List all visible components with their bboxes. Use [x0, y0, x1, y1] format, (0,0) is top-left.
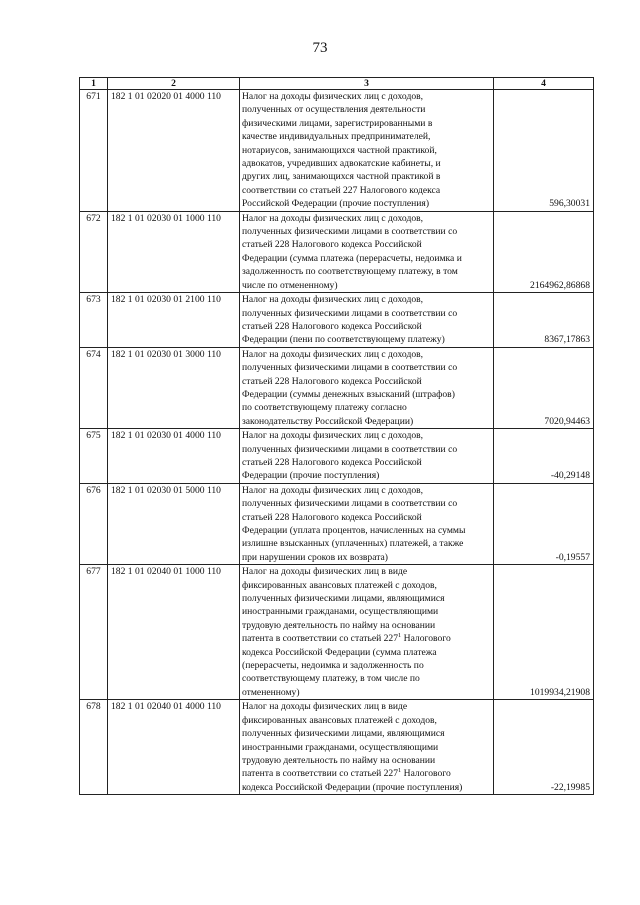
- row-number: 672: [80, 211, 108, 292]
- description-text: Налог на доходы физических лиц с доходов,: [242, 430, 424, 442]
- revenue-description: [240, 429, 494, 484]
- description-text: трудовую деятельность по найму на основании: [242, 754, 436, 766]
- description-line: [242, 212, 491, 225]
- description-line: [242, 361, 491, 374]
- row-number: 673: [80, 293, 108, 348]
- description-line: [242, 170, 491, 183]
- description-text: нотариусов, занимающихся частной практикой,: [242, 144, 437, 156]
- description-text: полученных физическими лицами, являющимися: [242, 728, 445, 740]
- description-text: иностранными гражданами, осуществляющими: [242, 606, 439, 618]
- description-text: Налог на доходы физических лиц в виде: [242, 701, 408, 713]
- description-text: фиксированных авансовых платежей с доходов,: [242, 579, 437, 591]
- description-text: Федерации (пени по соответствующему платежу): [242, 334, 445, 346]
- description-line: [242, 348, 491, 361]
- description-text: (перерасчеты, недоимка и задолженность по: [242, 660, 424, 672]
- description-text: Налог на доходы физических лиц с доходов,: [242, 348, 424, 360]
- description-line: [242, 197, 491, 210]
- description-line: [242, 551, 491, 564]
- description-line: [242, 605, 491, 618]
- page-number: 73: [312, 40, 328, 56]
- table-row: [80, 211, 594, 292]
- description-text: трудовую деятельность по найму на основании: [242, 619, 436, 631]
- description-text: Федерации (уплата процентов, начисленных на суммы: [242, 525, 466, 536]
- description-line: [242, 714, 491, 727]
- description-line: [242, 293, 491, 306]
- article-superscript: 1: [398, 767, 402, 775]
- table-row: [80, 293, 594, 348]
- description-line: [242, 511, 491, 524]
- description-line: [242, 333, 491, 346]
- description-line: [242, 279, 491, 292]
- description-text: Налог на доходы физических лиц с доходов,: [242, 91, 424, 102]
- description-text: полученных от осуществления деятельности: [242, 104, 426, 116]
- description-text: по соответствующему платежу согласно: [242, 402, 407, 414]
- revenue-description: [240, 700, 494, 795]
- description-text: статьей 228 Налогового кодекса Российской: [242, 375, 422, 387]
- description-line: [242, 754, 491, 767]
- description-line: [242, 632, 491, 645]
- description-text: Налог на доходы физических лиц с доходов,: [242, 484, 424, 496]
- description-line: [242, 741, 491, 754]
- description-line: [242, 184, 491, 197]
- description-line: [242, 375, 491, 388]
- table-row: [80, 347, 594, 428]
- description-text: полученных физическими лицами в соответствии со: [242, 307, 458, 319]
- description-line: [242, 700, 491, 713]
- table-row: [80, 700, 594, 795]
- revenue-description: [240, 565, 494, 700]
- description-line: [242, 401, 491, 414]
- description-line: [242, 117, 491, 130]
- amount-value: 8367,17863: [494, 293, 594, 348]
- description-text: качестве индивидуальных предпринимателей,: [242, 131, 431, 143]
- description-text: других лиц, занимающихся частной практикой в: [242, 171, 441, 183]
- description-text: отмененному): [242, 686, 300, 698]
- description-text: статьей 228 Налогового кодекса Российской: [242, 456, 422, 468]
- revenue-description: [240, 347, 494, 428]
- description-line: [242, 415, 491, 428]
- description-line: [242, 307, 491, 320]
- description-tail: Налогового: [401, 633, 451, 645]
- description-line: [242, 456, 491, 469]
- table-body: [80, 90, 594, 795]
- description-line: [242, 103, 491, 116]
- description-text: полученных физическими лицами в соответствии со: [242, 443, 458, 455]
- amount-value: -22,19985: [494, 700, 594, 795]
- description-line: [242, 429, 491, 442]
- amount-value: 7020,94463: [494, 347, 594, 428]
- amount-value: 2164962,86868: [494, 211, 594, 292]
- description-line: [242, 592, 491, 605]
- description-line: [242, 524, 491, 537]
- description-line: [242, 672, 491, 685]
- description-text: задолженность по соответствующему платежу, в том: [242, 266, 458, 278]
- description-text: полученных физическими лицами в соответствии со: [242, 362, 458, 374]
- description-line: [242, 537, 491, 550]
- description-line: [242, 767, 491, 780]
- budget-classification-code: 182 1 01 02030 01 2100 110: [108, 293, 240, 348]
- description-text: Федерации (прочие поступления): [242, 470, 380, 482]
- description-text: статьей 228 Налогового кодекса Российской: [242, 511, 422, 523]
- description-text: физическими лицами, зарегистрированными в: [242, 117, 433, 129]
- description-text: излишне взысканных (уплаченных) платежей, а также: [242, 538, 464, 550]
- description-line: [242, 469, 491, 482]
- budget-classification-code: 182 1 01 02040 01 1000 110: [108, 565, 240, 700]
- budget-revenue-table: [79, 77, 594, 795]
- amount-value: -0,19557: [494, 483, 594, 564]
- description-line: [242, 130, 491, 143]
- revenue-description: [240, 483, 494, 564]
- budget-classification-code: 182 1 01 02030 01 1000 110: [108, 211, 240, 292]
- column-header-code: 2: [108, 78, 240, 90]
- description-line: [242, 565, 491, 578]
- description-line: [242, 265, 491, 278]
- description-text: патента в соответствии со статьей 227: [242, 633, 399, 645]
- description-text: Налог на доходы физических лиц с доходов,: [242, 212, 424, 224]
- column-header-number: 1: [80, 78, 108, 90]
- description-line: [242, 781, 491, 794]
- column-header-description: 3: [240, 78, 494, 90]
- budget-classification-code: 182 1 01 02030 01 3000 110: [108, 347, 240, 428]
- description-line: [242, 619, 491, 632]
- description-line: [242, 443, 491, 456]
- description-text: Налог на доходы физических лиц с доходов,: [242, 294, 424, 306]
- description-text: Российской Федерации (прочие поступления): [242, 198, 430, 210]
- revenue-description: [240, 90, 494, 212]
- description-text: Федерации (суммы денежных взысканий (штрафов): [242, 388, 455, 400]
- description-line: [242, 238, 491, 251]
- row-number: 678: [80, 700, 108, 795]
- table-row: [80, 429, 594, 484]
- description-text: полученных физическими лицами в соответствии со: [242, 498, 458, 510]
- row-number: 676: [80, 483, 108, 564]
- table-row: [80, 90, 594, 212]
- description-line: [242, 225, 491, 238]
- description-text: статьей 228 Налогового кодекса Российской: [242, 320, 422, 332]
- revenue-description: [240, 211, 494, 292]
- description-text: числе по отмененному): [242, 279, 338, 291]
- description-line: [242, 320, 491, 333]
- description-text: статьей 228 Налогового кодекса Российской: [242, 239, 422, 251]
- row-number: 677: [80, 565, 108, 700]
- amount-value: -40,29148: [494, 429, 594, 484]
- description-line: [242, 388, 491, 401]
- description-text: Налог на доходы физических лиц в виде: [242, 566, 408, 578]
- description-text: законодательству Российской Федерации): [242, 415, 414, 427]
- table-row: [80, 565, 594, 700]
- description-line: [242, 484, 491, 497]
- description-line: [242, 144, 491, 157]
- description-text: патента в соответствии со статьей 227: [242, 768, 399, 780]
- revenue-description: [240, 293, 494, 348]
- description-text: Федерации (сумма платежа (перерасчеты, недоимка и: [242, 252, 462, 264]
- description-tail: Налогового: [401, 768, 451, 780]
- budget-classification-code: 182 1 01 02020 01 4000 110: [108, 90, 240, 212]
- description-text: иностранными гражданами, осуществляющими: [242, 741, 439, 753]
- description-line: [242, 686, 491, 699]
- description-line: [242, 646, 491, 659]
- description-line: [242, 579, 491, 592]
- description-text: соответствующему платежу, в том числе по: [242, 673, 420, 685]
- table-row: [80, 483, 594, 564]
- description-text: полученных физическими лицами в соответствии со: [242, 226, 458, 238]
- description-line: [242, 157, 491, 170]
- column-header-amount: 4: [494, 78, 594, 90]
- description-text: соответствии со статьей 227 Налогового кодекса: [242, 184, 441, 196]
- budget-classification-code: 182 1 01 02030 01 5000 110: [108, 483, 240, 564]
- row-number: 671: [80, 90, 108, 212]
- description-line: [242, 659, 491, 672]
- budget-classification-code: 182 1 01 02040 01 4000 110: [108, 700, 240, 795]
- description-line: [242, 90, 491, 103]
- row-number: 674: [80, 347, 108, 428]
- description-text: полученных физическими лицами, являющимися: [242, 593, 445, 605]
- description-line: [242, 727, 491, 740]
- description-text: кодекса Российской Федерации (сумма платежа: [242, 646, 437, 658]
- table-header-row: [80, 78, 594, 90]
- description-text: адвокатов, учредивших адвокатские кабинеты, и: [242, 158, 441, 170]
- row-number: 675: [80, 429, 108, 484]
- budget-classification-code: 182 1 01 02030 01 4000 110: [108, 429, 240, 484]
- description-line: [242, 497, 491, 510]
- amount-value: 1019934,21908: [494, 565, 594, 700]
- description-text: кодекса Российской Федерации (прочие поступления): [242, 781, 463, 793]
- description-text: фиксированных авансовых платежей с доходов,: [242, 714, 437, 726]
- amount-value: 596,30031: [494, 90, 594, 212]
- description-line: [242, 252, 491, 265]
- description-text: при нарушении сроков их возврата): [242, 551, 388, 563]
- article-superscript: 1: [398, 632, 402, 640]
